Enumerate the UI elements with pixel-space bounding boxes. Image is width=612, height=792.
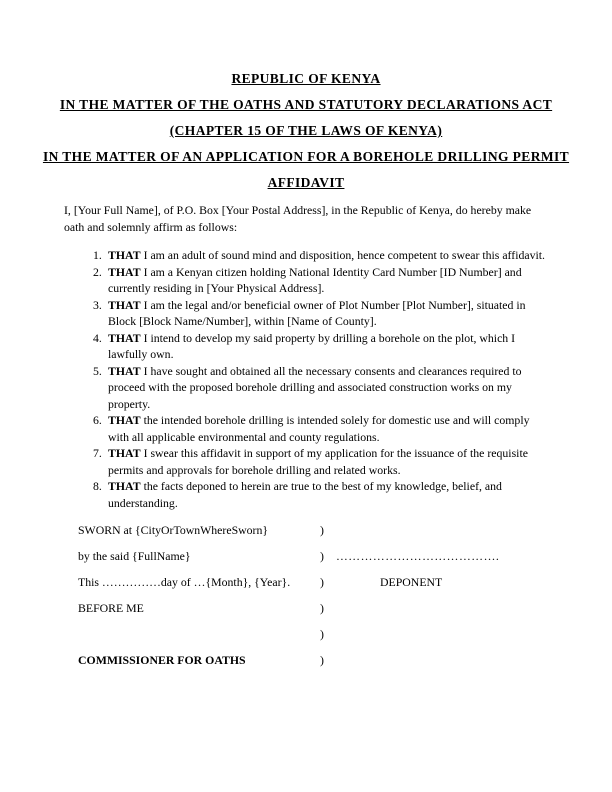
jurat-row-date: [78, 569, 548, 595]
item-lead: THAT: [108, 264, 141, 279]
sworn-at-label: SWORN at {CityOrTownWhereSworn}: [78, 522, 269, 537]
item-number: 8.: [93, 479, 102, 493]
item-lead: THAT: [108, 297, 141, 312]
closing-paren: ): [320, 600, 324, 615]
item-lead: THAT: [108, 248, 141, 262]
item-text: I have sought and obtained all the necessary consents and clearances required to proceed with the proposed borehole drilling and associated construction works on my property.: [108, 363, 522, 411]
heading-application-borehole-permit: IN THE MATTER OF AN APPLICATION FOR A BOREHOLE DRILLING PERMIT: [42, 149, 570, 164]
deponent-label: DEPONENT: [380, 574, 443, 589]
jurat-row-commissioner: [78, 647, 548, 673]
date-sworn-label: This ……………day of …{Month}, {Year}.: [78, 574, 291, 589]
before-me-label: BEFORE ME: [78, 600, 144, 615]
closing-paren: ): [320, 652, 324, 667]
list-item-3: [64, 297, 548, 330]
list-item-8: [64, 478, 548, 511]
heading-chapter-15: (CHAPTER 15 OF THE LAWS OF KENYA): [169, 123, 443, 138]
item-number: 4.: [93, 330, 102, 345]
heading-oaths-act: IN THE MATTER OF THE OATHS AND STATUTORY DECLARATIONS ACT: [59, 97, 553, 112]
closing-paren: ): [320, 548, 324, 563]
item-text: the facts deponed to herein are true to the best of my knowledge, belief, and understanding.: [108, 479, 502, 510]
jurat-row-empty: [78, 621, 548, 647]
item-lead: THAT: [108, 479, 141, 493]
heading-affidavit-title: AFFIDAVIT: [267, 175, 345, 190]
item-text: I am an adult of sound mind and disposition, hence competent to swear this affidavit.: [143, 248, 546, 262]
heading-republic-of-kenya: REPUBLIC OF KENYA: [231, 71, 381, 86]
list-item-4: [64, 330, 548, 363]
list-item-5: [64, 363, 548, 413]
item-number: 5.: [93, 363, 102, 378]
by-the-said-label: by the said {FullName}: [78, 548, 191, 563]
list-item-2: [64, 264, 548, 297]
item-number: 6.: [93, 413, 102, 427]
item-text: I am the legal and/or beneficial owner of Plot Number [Plot Number], situated in Block [Block Name/Number], within [Name of County].: [108, 297, 526, 328]
closing-paren: ): [320, 626, 324, 641]
item-lead: THAT: [108, 413, 141, 427]
item-number: 1.: [93, 248, 102, 262]
jurat-row-sworn-at: [78, 517, 548, 543]
commissioner-for-oaths-label: COMMISSIONER FOR OATHS: [78, 652, 246, 667]
jurat-row-by-the-said: [78, 543, 548, 569]
item-text: I swear this affidavit in support of my application for the issuance of the requisite permits and approvals for borehole drilling and related works.: [108, 446, 528, 477]
intro-paragraph: I, [Your Full Name], of P.O. Box [Your Postal Address], in the Republic of Kenya, do hereby make oath and solemnly affirm as follows:: [64, 203, 532, 234]
document-body: [64, 202, 548, 673]
list-item-1: [64, 247, 548, 264]
item-lead: THAT: [108, 446, 141, 460]
document-headings: [0, 0, 612, 196]
item-text: I intend to develop my said property by drilling a borehole on the plot, which I lawfully own.: [108, 330, 516, 361]
jurat-section: [78, 517, 548, 673]
closing-paren: ): [320, 574, 324, 589]
item-lead: THAT: [108, 363, 141, 378]
item-number: 7.: [93, 446, 102, 460]
list-item-6: [64, 412, 548, 445]
item-text: I am a Kenyan citizen holding National Identity Card Number [ID Number] and currently residing in [Your Physical Address].: [108, 264, 522, 295]
jurat-row-before-me: [78, 595, 548, 621]
closing-paren: ): [320, 522, 324, 537]
item-number: 2.: [93, 264, 102, 279]
item-number: 3.: [93, 297, 102, 312]
list-item-7: [64, 445, 548, 478]
signature-dotted-line: ………………………………….: [336, 548, 500, 563]
affirmation-list: [64, 247, 548, 511]
item-lead: THAT: [108, 330, 141, 345]
item-text: the intended borehole drilling is intended solely for domestic use and will comply with all applicable environmental and county regulations.: [108, 413, 530, 444]
